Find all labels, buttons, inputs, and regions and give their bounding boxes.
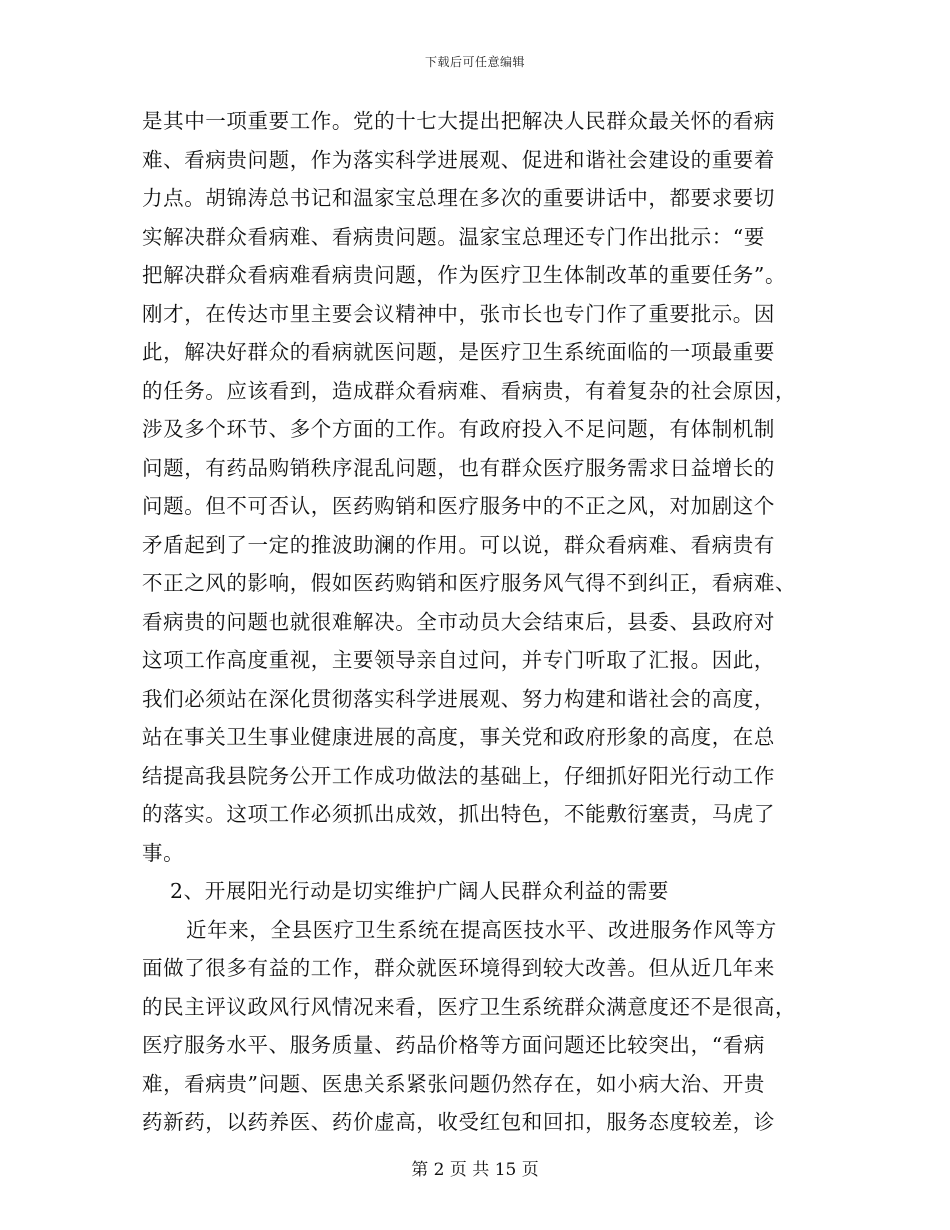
body-line: 看病贵的问题也就很难解决。全市动员大会结束后，县委、县政府对 [142, 609, 775, 634]
body-line: 刚才，在传达市里主要会议精神中，张市长也专门作了重要批示。因 [142, 301, 775, 326]
body-line: 矛盾起到了一定的推波助澜的作用。可以说，群众看病难、看病贵有 [142, 532, 775, 557]
body-line: 难，看病贵”问题、医患关系紧张问题仍然存在，如小病大治、开贵 [142, 1071, 765, 1096]
body-line: 把解决群众看病难看病贵问题，作为医疗卫生体制改革的重要任务”。 [142, 263, 787, 287]
page-number-footer: 第 2 页 共 15 页 [411, 1160, 539, 1180]
body-line: 近年来，全县医疗卫生系统在提高医技水平、改进服务作风等方 [186, 917, 777, 942]
body-line: 的落实。这项工作必须抓出成效，抓出特色，不能敷衍塞责，马虎了 [142, 802, 775, 826]
body-line: 实解决群众看病难、看病贵问题。温家宝总理还专门作出批示：“要 [142, 224, 765, 249]
body-line: 难、看病贵问题，作为落实科学进展观、促进和谐社会建设的重要着 [142, 147, 775, 172]
document-body [142, 102, 812, 1142]
body-line: 结提高我县院务公开工作成功做法的基础上，仔细抓好阳光行动工作 [142, 763, 775, 788]
page-header-note: 下载后可任意编辑 [424, 55, 525, 69]
body-line: 的任务。应该看到，造成群众看病难、看病贵，有着复杂的社会原因， [142, 378, 797, 403]
body-line: 事。 [142, 840, 185, 865]
body-line: 药新药，以药养医、药价虚高，收受红包和回扣，服务态度较差，诊 [142, 1110, 775, 1134]
body-line: 我们必须站在深化贯彻落实科学进展观、努力构建和谐社会的高度， [142, 686, 775, 711]
body-line: 是其中一项重要工作。党的十七大提出把解决人民群众最关怀的看病 [142, 109, 775, 133]
body-line: 站在事关卫生事业健康进展的高度，事关党和政府形象的高度，在总 [142, 725, 775, 749]
body-line: 的民主评议政风行风情况来看，医疗卫生系统群众满意度还不是很高， [142, 994, 797, 1019]
body-line: 医疗服务水平、服务质量、药品价格等方面问题还比较突出，“看病 [142, 1033, 765, 1057]
body-line: 这项工作高度重视，主要领导亲自过问，并专门听取了汇报。因此， [142, 648, 775, 672]
body-line: 此，解决好群众的看病就医问题，是医疗卫生系统面临的一项最重要 [142, 340, 775, 364]
body-line: 问题，有药品购销秩序混乱问题，也有群众医疗服务需求日益增长的 [142, 455, 775, 480]
body-line: 不正之风的影响，假如医药购销和医疗服务风气得不到纠正，看病难、 [142, 571, 797, 595]
body-line: 问题。但不可否认，医药购销和医疗服务中的不正之风，对加剧这个 [142, 494, 775, 518]
body-line: 面做了很多有益的工作，群众就医环境得到较大改善。但从近几年来 [142, 956, 775, 980]
section-heading: 2、开展阳光行动是切实维护广阔人民群众利益的需要 [170, 879, 669, 903]
body-line: 涉及多个环节、多个方面的工作。有政府投入不足问题，有体制机制 [142, 417, 775, 441]
body-line: 力点。胡锦涛总书记和温家宝总理在多次的重要讲话中，都要求要切 [142, 186, 775, 210]
